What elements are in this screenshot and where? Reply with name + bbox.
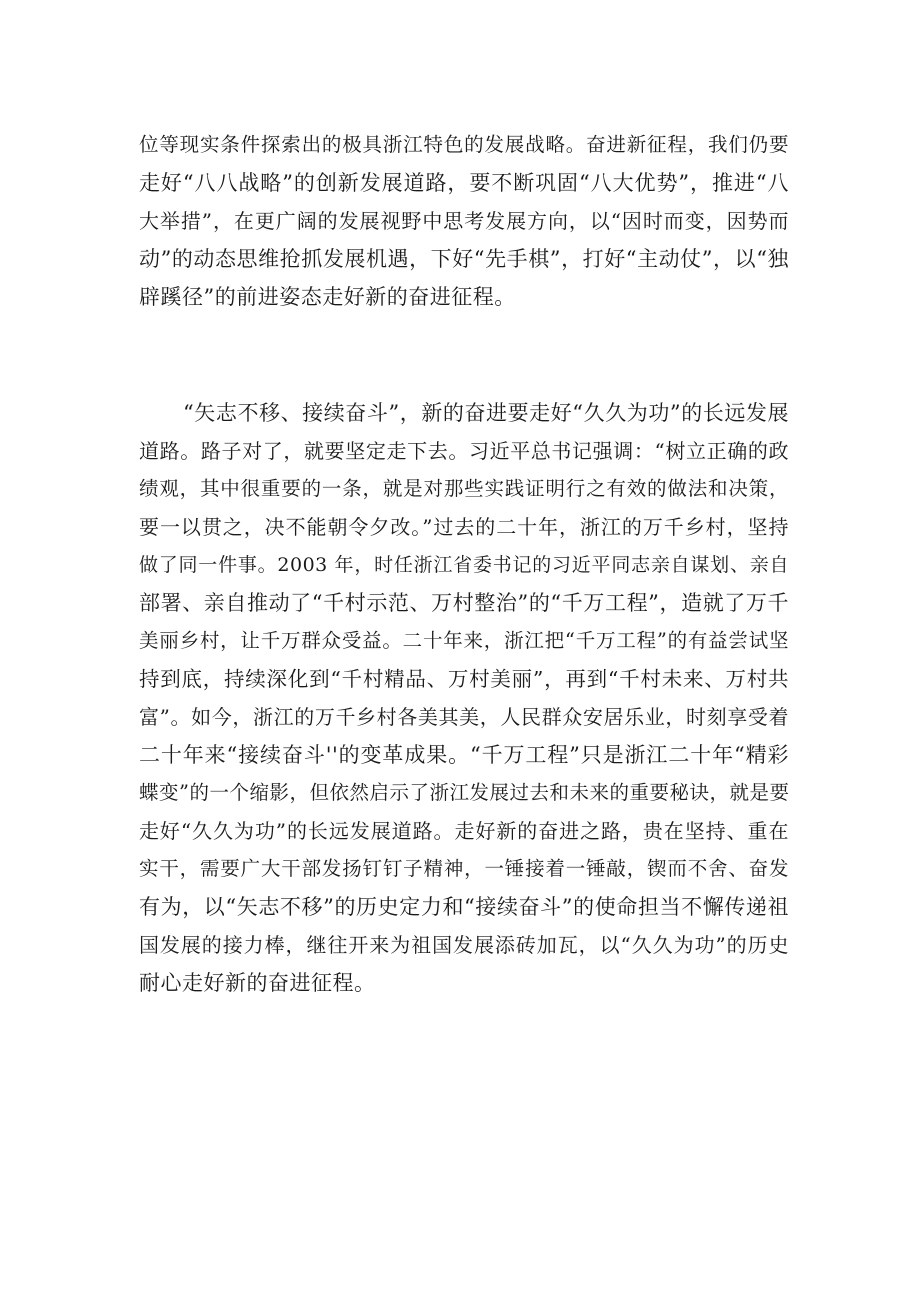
paragraph-line: 动”的动态思维抢抓发展机遇，下好“先手棋”，打好“主动仗”，以“独 (139, 247, 789, 271)
paragraph-line: 二十年来“接续奋斗''的变革成果。“千万工程”只是浙江二十年“精彩 (139, 743, 789, 767)
paragraph-line: 富”。如今，浙江的万千乡村各美其美，人民群众安居乐业，时刻享受着 (139, 705, 789, 729)
paragraph-line: 走好“久久为功”的长远发展道路。走好新的奋进之路，贵在坚持、重在 (139, 819, 789, 843)
paragraph-line: 走好“八八战略”的创新发展道路，要不断巩固“八大优势”，推进“八 (139, 171, 789, 195)
paragraph-line: 持到底，持续深化到“千村精品、万村美丽”，再到“千村未来、万村共 (139, 667, 789, 691)
paragraph-line: 蝶变”的一个缩影，但依然启示了浙江发展过去和未来的重要秘诀，就是要 (139, 781, 790, 804)
paragraph-line: 国发展的接力棒，继往开来为祖国发展添砖加瓦，以“久久为功”的历史 (139, 933, 789, 957)
paragraph-line: 绩观，其中很重要的一条，就是对那些实践证明行之有效的做法和决策， (139, 477, 789, 500)
paragraph-line: 要一以贯之，决不能朝令夕改。”过去的二十年，浙江的万千乡村，坚持 (139, 515, 789, 539)
paragraph-line: 道路。路子对了，就要坚定走下去。习近平总书记强调：“树立正确的政 (139, 439, 789, 463)
paragraph-line: 美丽乡村，让千万群众受益。二十年来，浙江把“千万工程”的有益尝试坚 (139, 629, 789, 652)
paragraph-line: 部署、亲自推动了“千村示范、万村整治”的“千万工程”，造就了万千 (139, 591, 789, 615)
paragraph-1 (139, 126, 789, 316)
paragraph-line: 耐心走好新的奋进征程。 (139, 971, 376, 995)
paragraph-2 (139, 394, 789, 1002)
paragraph-line: 实干，需要广大干部发扬钉钉子精神，一锤接着一锤敲，锲而不舍、奋发 (139, 857, 789, 880)
paragraph-line: 大举措”，在更广阔的发展视野中思考发展方向，以“因时而变，因势而 (139, 209, 789, 233)
paragraph-line: 辟蹊径”的前进姿态走好新的奋进征程。 (139, 285, 516, 309)
paragraph-line: 做了同一件事。2003 年，时任浙江省委书记的习近平同志亲自谋划、亲自 (139, 554, 789, 576)
paragraph-line: 位等现实条件探索出的极具浙江特色的发展战略。奋进新征程，我们仍要 (139, 133, 789, 156)
paragraph-line: 有为，以“矢志不移”的历史定力和“接续奋斗”的使命担当不懈传递祖 (139, 895, 789, 919)
paragraph-line: “矢志不移、接续奋斗”，新的奋进要走好“久久为功”的长远发展 (183, 401, 789, 425)
